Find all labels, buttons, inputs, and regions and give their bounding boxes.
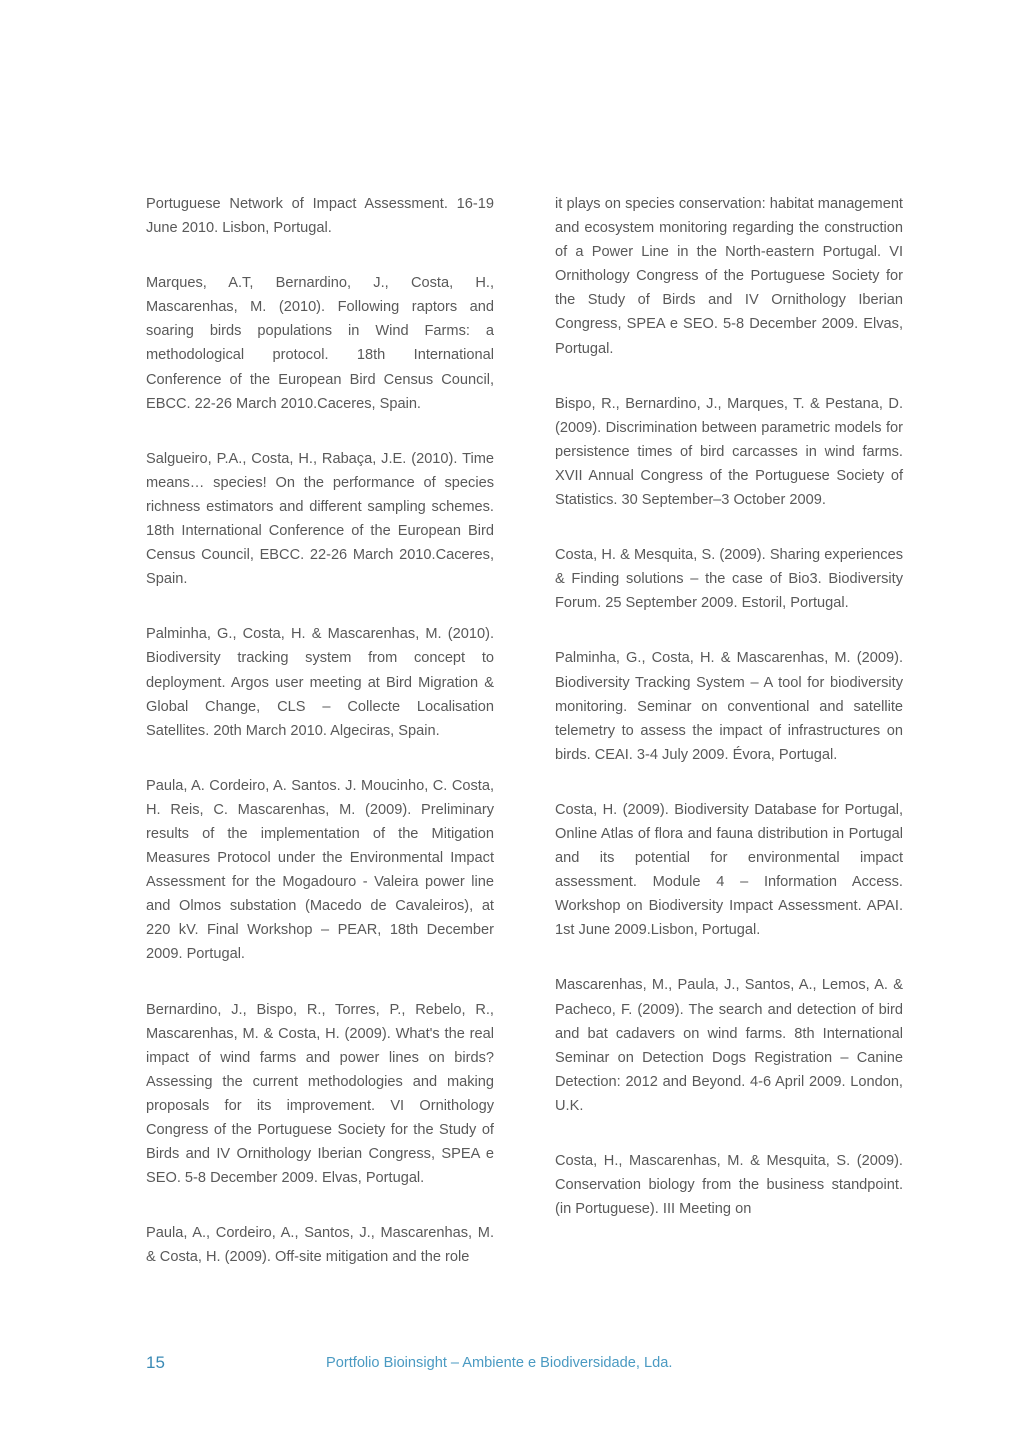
right-column [555, 192, 903, 1252]
reference-entry: Salgueiro, P.A., Costa, H., Rabaça, J.E. (2010). Time means… species! On the performance of species richness estimators and different sampling schemes. 18th International Conference of the European Bird Census Council, EBCC. 22-26 March 2010.Caceres, Spain. [146, 450, 494, 588]
reference-entry: Portuguese Network of Impact Assessment. 16-19 June 2010. Lisbon, Portugal. [146, 196, 494, 237]
reference-entry: Costa, H. (2009). Biodiversity Database for Portugal, Online Atlas of flora and fauna distribution in Portugal and its potential for environmental impact assessment. Module 4 – Information Access. Workshop on Biodiversity Impact Assessment. APAI. 1st June 2009.Lisbon, Portugal. [555, 801, 903, 939]
reference-entry: Bernardino, J., Bispo, R., Torres, P., Rebelo, R., Mascarenhas, M. & Costa, H. (2009). What's the real impact of wind farms and power lines on birds? Assessing the current methodologies and making proposals for its improvement. VI Ornithology Congress of the Portuguese Society for the Study of Birds and IV Ornithology Iberian Congress, SPEA e SEO. 5-8 December 2009. Elvas, Portugal. [146, 1001, 494, 1187]
reference-entry: Costa, H. & Mesquita, S. (2009). Sharing experiences & Finding solutions – the case of Bio3. Biodiversity Forum. 25 September 2009. Estoril, Portugal. [555, 547, 903, 612]
reference-entry: Bispo, R., Bernardino, J., Marques, T. & Pestana, D. (2009). Discrimination between parametric models for persistence times of bird carcasses in wind farms. XVII Annual Congress of the Portuguese Society of Statistics. 30 September–3 October 2009. [555, 395, 903, 509]
reference-entry: Costa, H., Mascarenhas, M. & Mesquita, S. (2009). Conservation biology from the business standpoint. (in Portuguese). III Meeting on [555, 1153, 903, 1218]
reference-entry: Mascarenhas, M., Paula, J., Santos, A., Lemos, A. & Pacheco, F. (2009). The search and detection of bird and bat cadavers on wind farms. 8th International Seminar on Detection Dogs Registration – Canine Detection: 2012 and Beyond. 4-6 April 2009. London, U.K. [555, 977, 903, 1114]
reference-entry: Palminha, G., Costa, H. & Mascarenhas, M. (2010). Biodiversity tracking system from concept to deployment. Argos user meeting at Bird Migration & Global Change, CLS – Collecte Localisation Satellites. 20th March 2010. Algeciras, Spain. [146, 626, 494, 739]
footer-company-name: Portfolio Bioinsight – Ambiente e Biodiversidade, Lda. [326, 1355, 673, 1371]
left-column [146, 192, 494, 1300]
page-number: 15 [146, 1353, 165, 1372]
page-footer [0, 1353, 1024, 1377]
reference-entry: Palminha, G., Costa, H. & Mascarenhas, M. (2009). Biodiversity Tracking System – A tool for biodiversity monitoring. Seminar on conventional and satellite telemetry to assess the impact of infrastructures on birds. CEAI. 3-4 July 2009. Évora, Portugal. [555, 650, 903, 763]
reference-entry: it plays on species conservation: habitat management and ecosystem monitoring regarding the construction of a Power Line in the North-eastern Portugal. VI Ornithology Congress of the Portuguese Society for the Study of Birds and IV Ornithology Iberian Congress, SPEA e SEO. 5-8 December 2009. Elvas, Portugal. [555, 196, 903, 357]
reference-entry: Marques, A.T, Bernardino, J., Costa, H., Mascarenhas, M. (2010). Following raptors and soaring birds populations in Wind Farms: a methodological protocol. 18th International Conference of the European Bird Census Council, EBCC. 22-26 March 2010.Caceres, Spain. [146, 275, 494, 412]
reference-entry: Paula, A. Cordeiro, A. Santos. J. Moucinho, C. Costa, H. Reis, C. Mascarenhas, M. (2009). Preliminary results of the implementation of the Mitigation Measures Protocol under the Environmental Impact Assessment for the Mogadouro - Valeira power line and Olmos substation (Macedo de Cavaleiros), at 220 kV. Final Workshop – PEAR, 18th December 2009. Portugal. [146, 777, 494, 963]
reference-entry: Paula, A., Cordeiro, A., Santos, J., Mascarenhas, M. & Costa, H. (2009). Off-site mitigation and the role [146, 1225, 494, 1266]
